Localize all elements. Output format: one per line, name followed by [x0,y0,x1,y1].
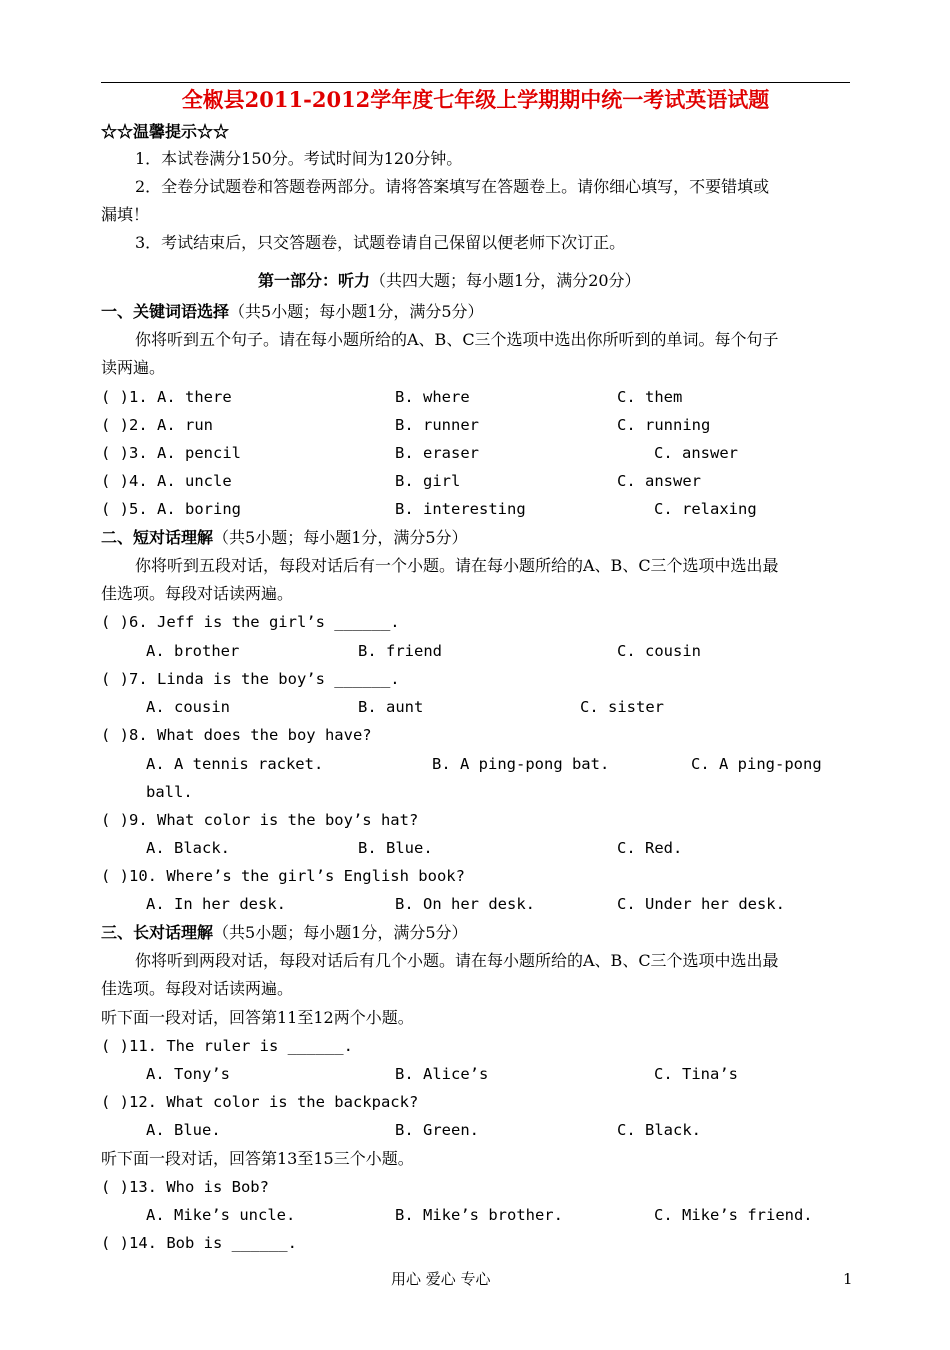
tips-heading: ☆☆温馨提示☆☆ [101,122,230,141]
q8-option-c: C. A ping-pong [691,755,822,773]
q13-option-c: C. Mike’s friend. [654,1206,813,1224]
sec3-instructions: 你将听到两段对话，每段对话后有几个小题。请在每小题所给的A、B、C三个选项中选出最 [135,951,779,970]
q3-option-b: B. eraser [395,444,479,462]
sec1-heading-bold: 一、关键词语选择 [101,302,230,321]
q1-option-b: B. where [395,388,470,406]
q8-option-b: B. A ping-pong bat. [432,755,610,773]
q10-stem: ( )10. Where’s the girl’s English book? [101,867,465,885]
q9-stem: ( )9. What color is the boy’s hat? [101,811,419,829]
sec3-heading-rest: （共5小题；每小题1分，满分5分） [213,923,468,942]
q9-option-c: C. Red. [617,839,683,857]
q9-option-a: A. Black. [146,839,230,857]
q8-option-c-cont: ball. [146,783,193,801]
q9-option-b: B. Blue. [358,839,433,857]
q11-option-c: C. Tina’s [654,1065,738,1083]
part1-heading [258,271,641,291]
q12-option-b: B. Green. [395,1121,479,1139]
page-title: 全椒县2011-2012学年度七年级上学期期中统一考试英语试题 [181,87,770,112]
sec1-heading-rest: （共5小题；每小题1分，满分5分） [229,302,484,321]
tip-2-cont: 漏填！ [101,205,150,224]
q5-stem: ( )5. A. boring [101,500,241,518]
q5-option-b: B. interesting [395,500,526,518]
q14-stem: ( )14. Bob is ______. [101,1234,297,1252]
q5-option-c: C. relaxing [654,500,757,518]
sec2-instructions: 你将听到五段对话，每段对话后有一个小题。请在每小题所给的A、B、C三个选项中选出最 [135,556,779,575]
q2-option-c: C. running [617,416,711,434]
sec2-heading-rest: （共5小题；每小题1分，满分5分） [213,528,468,547]
q6-option-c: C. cousin [617,642,701,660]
q6-stem: ( )6. Jeff is the girl’s ______. [101,613,400,631]
sec2-heading [101,528,468,548]
q13-stem: ( )13. Who is Bob? [101,1178,269,1196]
q10-option-a: A. In her desk. [146,895,286,913]
q10-option-b: B. On her desk. [395,895,535,913]
q8-option-a: A. A tennis racket. [146,755,324,773]
sec2-instructions-cont: 佳选项。每段对话读两遍。 [101,584,294,603]
q4-option-c: C. answer [617,472,701,490]
q6-option-a: A. brother [146,642,240,660]
dialogue-1-intro: 听下面一段对话，回答第11至12两个小题。 [101,1008,414,1027]
page-number: 1 [843,1270,853,1288]
q7-option-b: B. aunt [358,698,424,716]
q13-option-b: B. Mike’s brother. [395,1206,563,1224]
sec1-heading [101,302,484,322]
q4-option-b: B. girl [395,472,461,490]
tip-2: 2．全卷分试题卷和答题卷两部分。请将答案填写在答题卷上。请你细心填写，不要错填或 [135,177,770,196]
q7-option-c: C. sister [580,698,664,716]
dialogue-2-intro: 听下面一段对话，回答第13至15三个小题。 [101,1149,414,1168]
q12-option-a: A. Blue. [146,1121,221,1139]
q6-option-b: B. friend [358,642,442,660]
q3-stem: ( )3. A. pencil [101,444,241,462]
tip-1: 1．本试卷满分150分。考试时间为120分钟。 [135,149,463,168]
q13-option-a: A. Mike’s uncle. [146,1206,296,1224]
sec2-heading-bold: 二、短对话理解 [101,528,214,547]
part1-heading-rest: （共四大题；每小题1分，满分20分） [370,271,641,290]
q1-option-c: C. them [617,388,683,406]
tip-3: 3．考试结束后，只交答题卷，试题卷请自己保留以便老师下次订正。 [135,233,626,252]
q12-option-c: C. Black. [617,1121,701,1139]
q2-option-b: B. runner [395,416,479,434]
q8-stem: ( )8. What does the boy have? [101,726,372,744]
q1-stem: ( )1. A. there [101,388,232,406]
sec3-heading-bold: 三、长对话理解 [101,923,214,942]
q11-stem: ( )11. The ruler is ______. [101,1037,353,1055]
q7-stem: ( )7. Linda is the boy’s ______. [101,670,400,688]
sec1-instructions-cont: 读两遍。 [101,358,166,377]
sec3-instructions-cont: 佳选项。每段对话读两遍。 [101,979,294,998]
q2-stem: ( )2. A. run [101,416,213,434]
q10-option-c: C. Under her desk. [617,895,785,913]
sec1-instructions: 你将听到五个句子。请在每小题所给的A、B、C三个选项中选出你所听到的单词。每个句子 [135,330,779,349]
q4-stem: ( )4. A. uncle [101,472,232,490]
footer-motto: 用心 爱心 专心 [391,1270,491,1288]
sec3-heading [101,923,468,943]
part1-heading-bold: 第一部分：听力 [258,271,371,290]
q11-option-a: A. Tony’s [146,1065,230,1083]
q7-option-a: A. cousin [146,698,230,716]
header-rule [101,82,850,83]
q11-option-b: B. Alice’s [395,1065,489,1083]
q3-option-c: C. answer [654,444,738,462]
q12-stem: ( )12. What color is the backpack? [101,1093,419,1111]
